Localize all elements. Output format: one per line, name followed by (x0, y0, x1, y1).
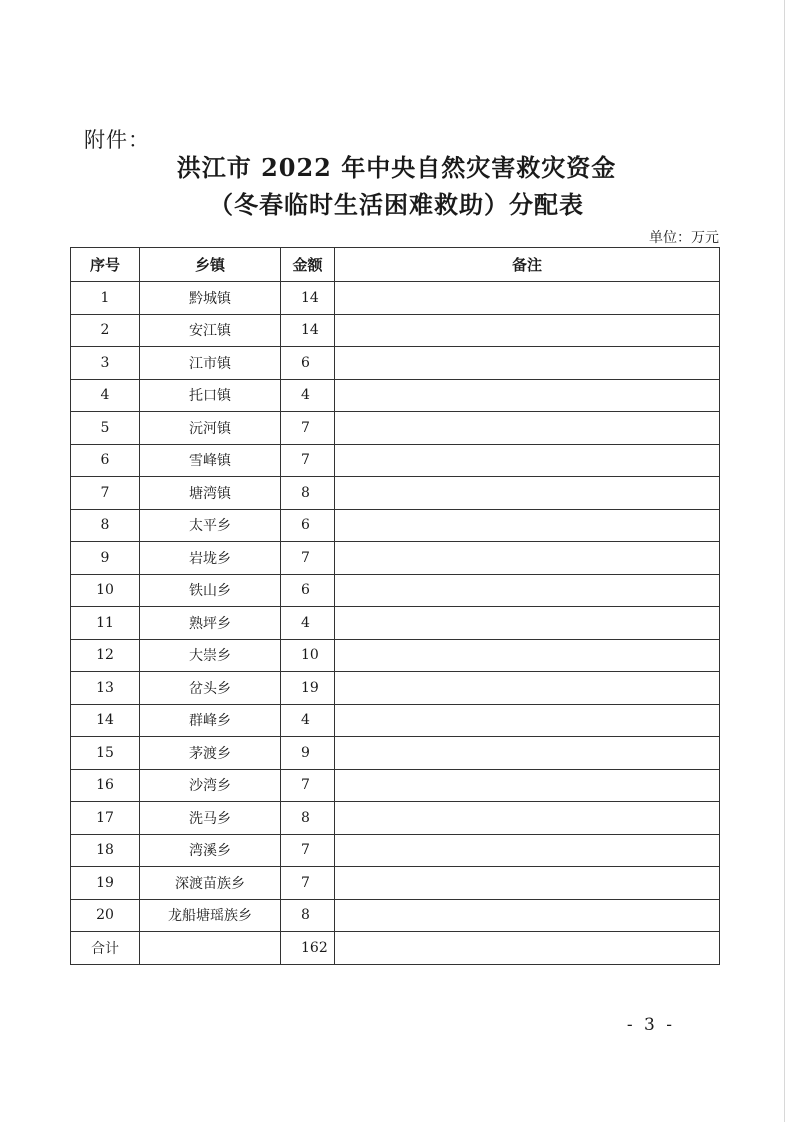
header-serial: 序号 (71, 248, 140, 282)
row-amount: 14 (281, 282, 335, 315)
row-amount: 7 (281, 834, 335, 867)
row-town: 岔头乡 (140, 672, 281, 705)
table-row (71, 704, 720, 737)
table-row (71, 769, 720, 802)
row-town: 熟坪乡 (140, 607, 281, 640)
attachment-label: 附件： (84, 128, 150, 152)
row-town: 岩垅乡 (140, 542, 281, 575)
row-amount: 7 (281, 412, 335, 445)
row-note (335, 542, 720, 575)
row-town: 沙湾乡 (140, 769, 281, 802)
total-amount: 162 (281, 932, 335, 965)
row-serial: 9 (71, 542, 140, 575)
row-note (335, 802, 720, 835)
page-number: - 3 - (626, 1015, 675, 1035)
table-row (71, 412, 720, 445)
row-serial: 16 (71, 769, 140, 802)
row-serial: 17 (71, 802, 140, 835)
header-town: 乡镇 (140, 248, 281, 282)
row-serial: 15 (71, 737, 140, 770)
table-row (71, 737, 720, 770)
row-note (335, 639, 720, 672)
total-note (335, 932, 720, 965)
row-note (335, 769, 720, 802)
row-town: 大崇乡 (140, 639, 281, 672)
table-row (71, 379, 720, 412)
row-serial: 3 (71, 347, 140, 380)
row-note (335, 672, 720, 705)
total-row (71, 932, 720, 965)
row-town: 太平乡 (140, 509, 281, 542)
row-serial: 8 (71, 509, 140, 542)
table-body (71, 282, 720, 965)
row-town: 塘湾镇 (140, 477, 281, 510)
table-row (71, 477, 720, 510)
row-town: 龙船塘瑶族乡 (140, 899, 281, 932)
row-town: 茅渡乡 (140, 737, 281, 770)
row-town: 湾溪乡 (140, 834, 281, 867)
row-serial: 6 (71, 444, 140, 477)
unit-label: 单位：万元 (649, 230, 719, 246)
row-serial: 12 (71, 639, 140, 672)
row-note (335, 737, 720, 770)
row-note (335, 412, 720, 445)
row-amount: 8 (281, 899, 335, 932)
header-amount: 金额 (281, 248, 335, 282)
document-title-line-1: 洪江市 2022 年中央自然灾害救灾资金 (176, 153, 617, 182)
total-town (140, 932, 281, 965)
row-town: 群峰乡 (140, 704, 281, 737)
table-row (71, 672, 720, 705)
row-amount: 6 (281, 509, 335, 542)
row-note (335, 899, 720, 932)
row-note (335, 347, 720, 380)
row-note (335, 867, 720, 900)
table-row (71, 347, 720, 380)
row-town: 铁山乡 (140, 574, 281, 607)
row-serial: 19 (71, 867, 140, 900)
row-note (335, 607, 720, 640)
row-town: 洗马乡 (140, 802, 281, 835)
row-note (335, 509, 720, 542)
total-label: 合计 (71, 932, 140, 965)
row-amount: 7 (281, 769, 335, 802)
row-amount: 4 (281, 607, 335, 640)
row-amount: 8 (281, 802, 335, 835)
row-serial: 2 (71, 314, 140, 347)
row-town: 安江镇 (140, 314, 281, 347)
table-row (71, 607, 720, 640)
row-town: 雪峰镇 (140, 444, 281, 477)
header-note: 备注 (335, 248, 720, 282)
row-note (335, 282, 720, 315)
row-note (335, 477, 720, 510)
row-serial: 14 (71, 704, 140, 737)
table-row (71, 899, 720, 932)
table-header-row (71, 248, 720, 282)
row-amount: 14 (281, 314, 335, 347)
row-amount: 6 (281, 574, 335, 607)
table-row (71, 574, 720, 607)
row-amount: 4 (281, 379, 335, 412)
table-row (71, 282, 720, 315)
row-amount: 7 (281, 444, 335, 477)
table-row (71, 542, 720, 575)
row-town: 江市镇 (140, 347, 281, 380)
table-row (71, 802, 720, 835)
row-amount: 19 (281, 672, 335, 705)
table-row (71, 639, 720, 672)
row-town: 深渡苗族乡 (140, 867, 281, 900)
row-amount: 4 (281, 704, 335, 737)
row-amount: 8 (281, 477, 335, 510)
row-town: 沅河镇 (140, 412, 281, 445)
table-row (71, 834, 720, 867)
row-serial: 13 (71, 672, 140, 705)
table-row (71, 509, 720, 542)
row-serial: 7 (71, 477, 140, 510)
row-town: 托口镇 (140, 379, 281, 412)
row-serial: 10 (71, 574, 140, 607)
row-serial: 11 (71, 607, 140, 640)
row-serial: 5 (71, 412, 140, 445)
row-amount: 9 (281, 737, 335, 770)
row-town: 黔城镇 (140, 282, 281, 315)
row-serial: 20 (71, 899, 140, 932)
allocation-table (70, 247, 720, 965)
row-note (335, 314, 720, 347)
row-note (335, 574, 720, 607)
document-title-line-2: （冬春临时生活困难救助）分配表 (209, 190, 584, 219)
row-amount: 10 (281, 639, 335, 672)
row-amount: 7 (281, 542, 335, 575)
table-row (71, 867, 720, 900)
row-note (335, 379, 720, 412)
row-serial: 4 (71, 379, 140, 412)
row-serial: 1 (71, 282, 140, 315)
row-note (335, 704, 720, 737)
table-row (71, 314, 720, 347)
row-serial: 18 (71, 834, 140, 867)
table-row (71, 444, 720, 477)
row-amount: 7 (281, 867, 335, 900)
row-note (335, 834, 720, 867)
row-amount: 6 (281, 347, 335, 380)
row-note (335, 444, 720, 477)
